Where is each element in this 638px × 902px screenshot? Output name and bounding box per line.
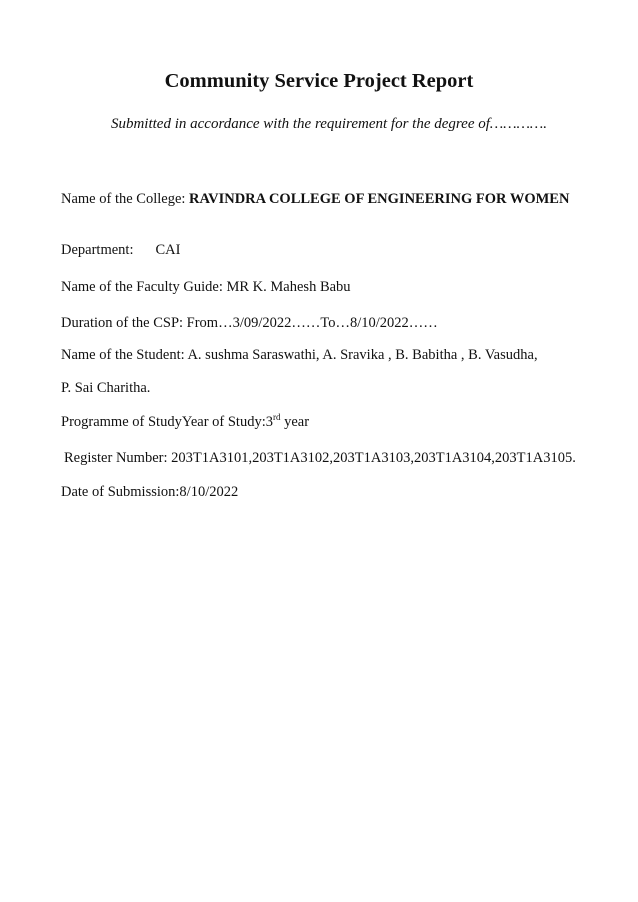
college-label: Name of the College:: [61, 191, 190, 207]
students-line-2: P. Sai Charitha.: [61, 380, 151, 396]
college-line: [61, 191, 569, 208]
register-number-line: Register Number: 203T1A3101,203T1A3102,203T1A3103,203T1A3104,203T1A3105.: [64, 450, 576, 466]
submission-date-line: Date of Submission:8/10/2022: [61, 484, 239, 500]
duration-line: Duration of the CSP: From…3/09/2022……To…8/10/2022……: [61, 315, 438, 331]
programme-superscript: rd: [273, 412, 281, 423]
report-title: Community Service Project Report: [164, 70, 474, 92]
faculty-guide-line: Name of the Faculty Guide: MR K. Mahesh Babu: [61, 279, 351, 295]
department-label: Department:: [61, 242, 134, 258]
students-line-1: Name of the Student: A. sushma Saraswathi, A. Sravika , B. Babitha , B. Vasudha,: [61, 347, 538, 363]
programme-line: [61, 414, 309, 431]
report-subtitle: Submitted in accordance with the requirement for the degree of………….: [110, 116, 548, 132]
programme-suffix: year: [280, 414, 310, 430]
department-line: [61, 242, 180, 259]
programme-label: Programme of StudyYear of Study:3: [61, 414, 273, 430]
college-name: RAVINDRA COLLEGE OF ENGINEERING FOR WOMEN: [189, 191, 570, 207]
department-value: CAI: [155, 242, 181, 258]
